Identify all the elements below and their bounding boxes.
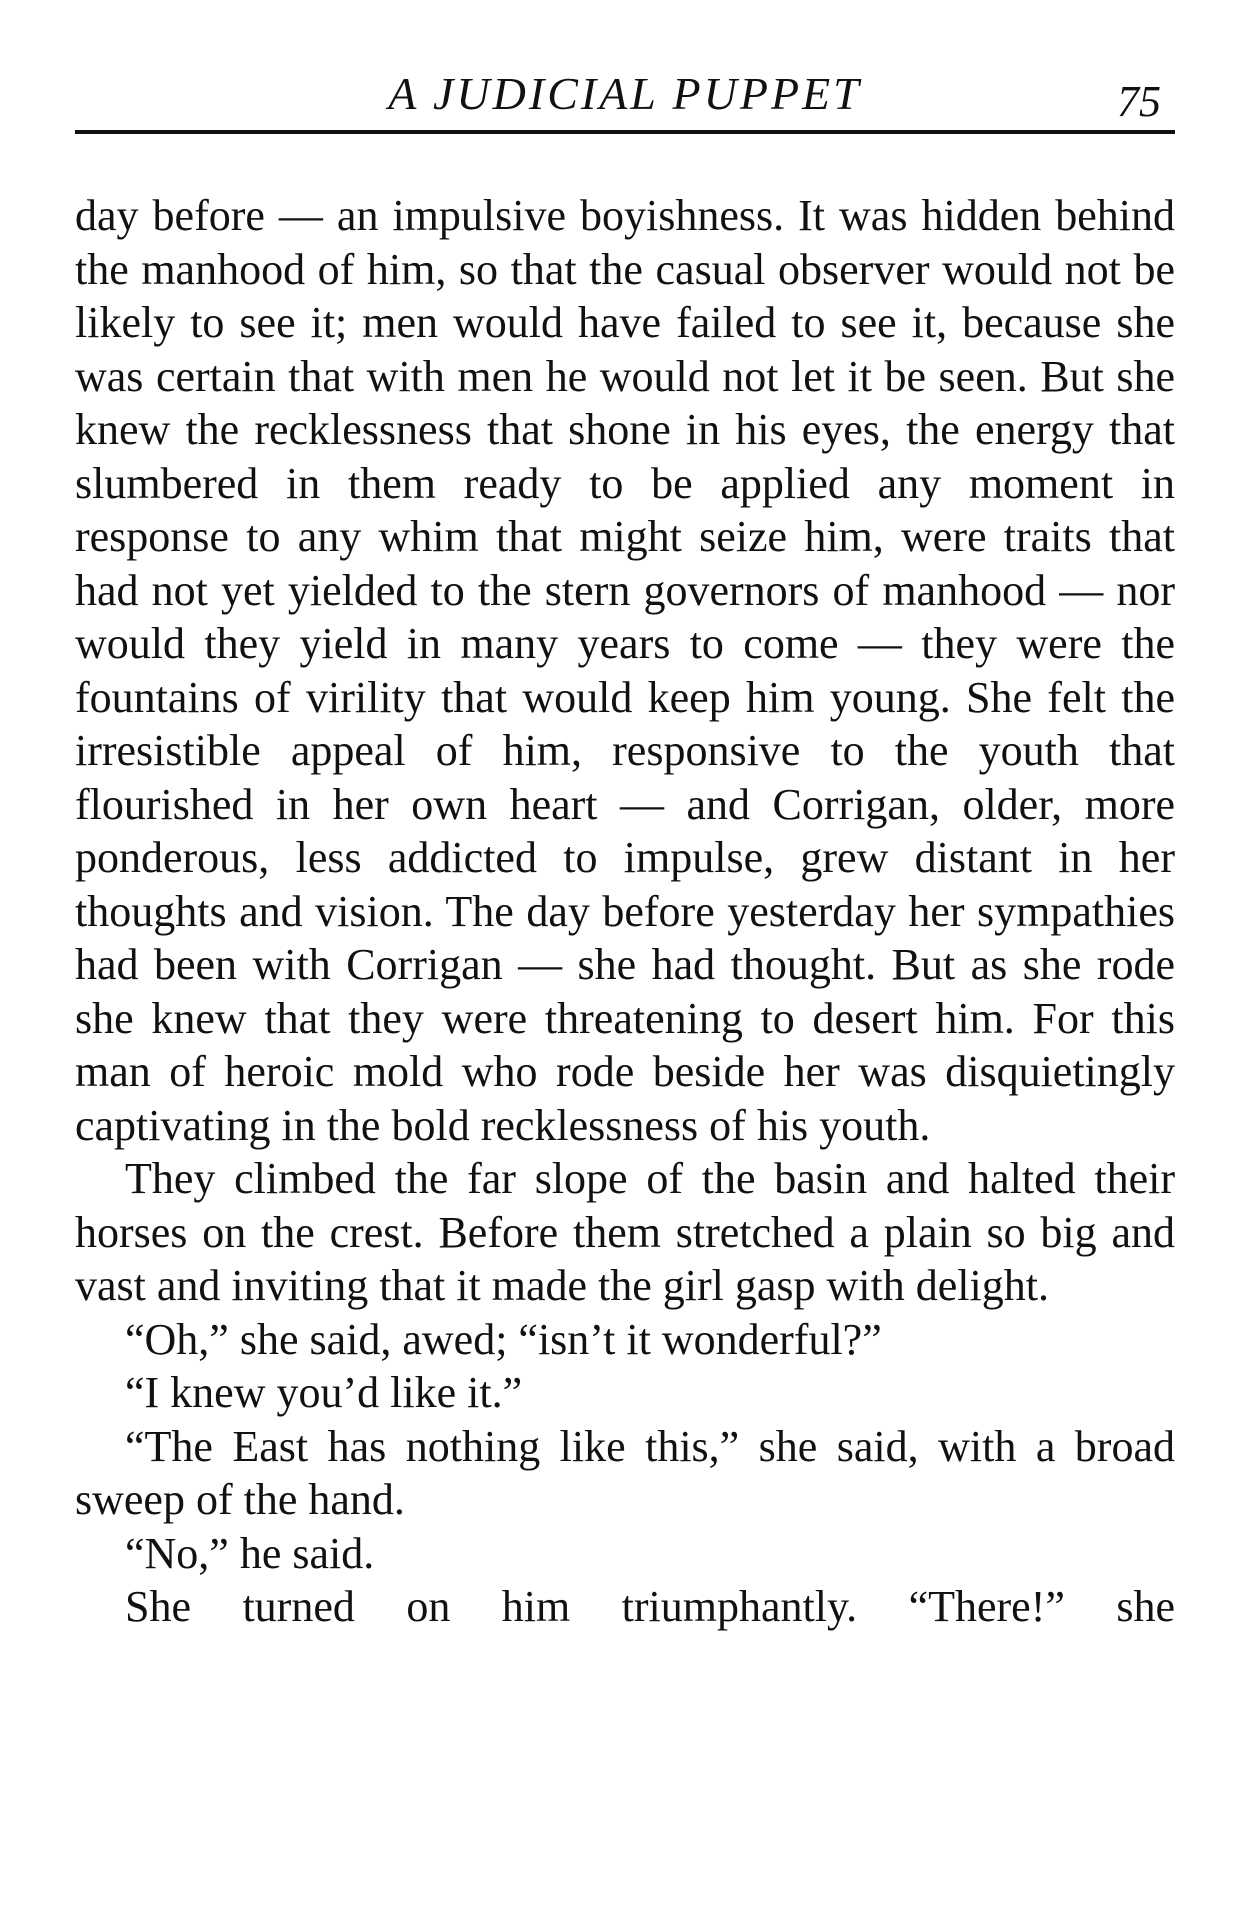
dialogue-knew: “I knew you’d like it.”	[125, 1368, 523, 1417]
dialogue-east: “The East has nothing like this,” she said, with a broad sweep of the hand.	[75, 1421, 1175, 1524]
paragraph-basin: They climbed the far slope of the basin and halted their horses on the crest. Before them stretched a plain so big and vast and inviting that it made the girl gasp with delight.	[75, 1154, 1175, 1310]
paragraph-triumphantly: She turned on him triumphantly. “There!” she	[125, 1582, 1175, 1631]
paragraph-continued: day before — an impulsive boyishness. It was hidden behind the manhood of him, so that the casual observer would not be likely to see it; men would have failed to see it, because she was certain that with men he would not let it be seen. But she knew the recklessness that shone in his eyes, the energy that slumbered in them ready to be applied any moment in response to any whim that might seize him, were traits that had not yet yielded to the stern governors of manhood — nor would they yield in many years to come — they were the fountains of virility that would keep him young. She felt the irresistible appeal of him, responsive to the youth that flourished in her own heart — and Corrigan, older, more ponderous, less addicted to impulse, grew distant in her thoughts and vision. The day before yesterday her sympathies had been with Corrigan — she had thought. But as she rode she knew that they were threatening to desert him. For this man of heroic mold who rode beside her was disquietingly captivating in the bold recklessness of his youth.	[75, 191, 1175, 1150]
running-title: A JUDICIAL PUPPET	[388, 68, 862, 119]
dialogue-no: “No,” he said.	[125, 1528, 375, 1578]
header-rule	[75, 130, 1175, 134]
page-number: 75	[1117, 77, 1161, 126]
running-head	[75, 64, 1175, 124]
body-text	[75, 189, 1175, 1634]
dialogue-oh: “Oh,” she said, awed; “isn’t it wonderful?”	[125, 1314, 882, 1364]
